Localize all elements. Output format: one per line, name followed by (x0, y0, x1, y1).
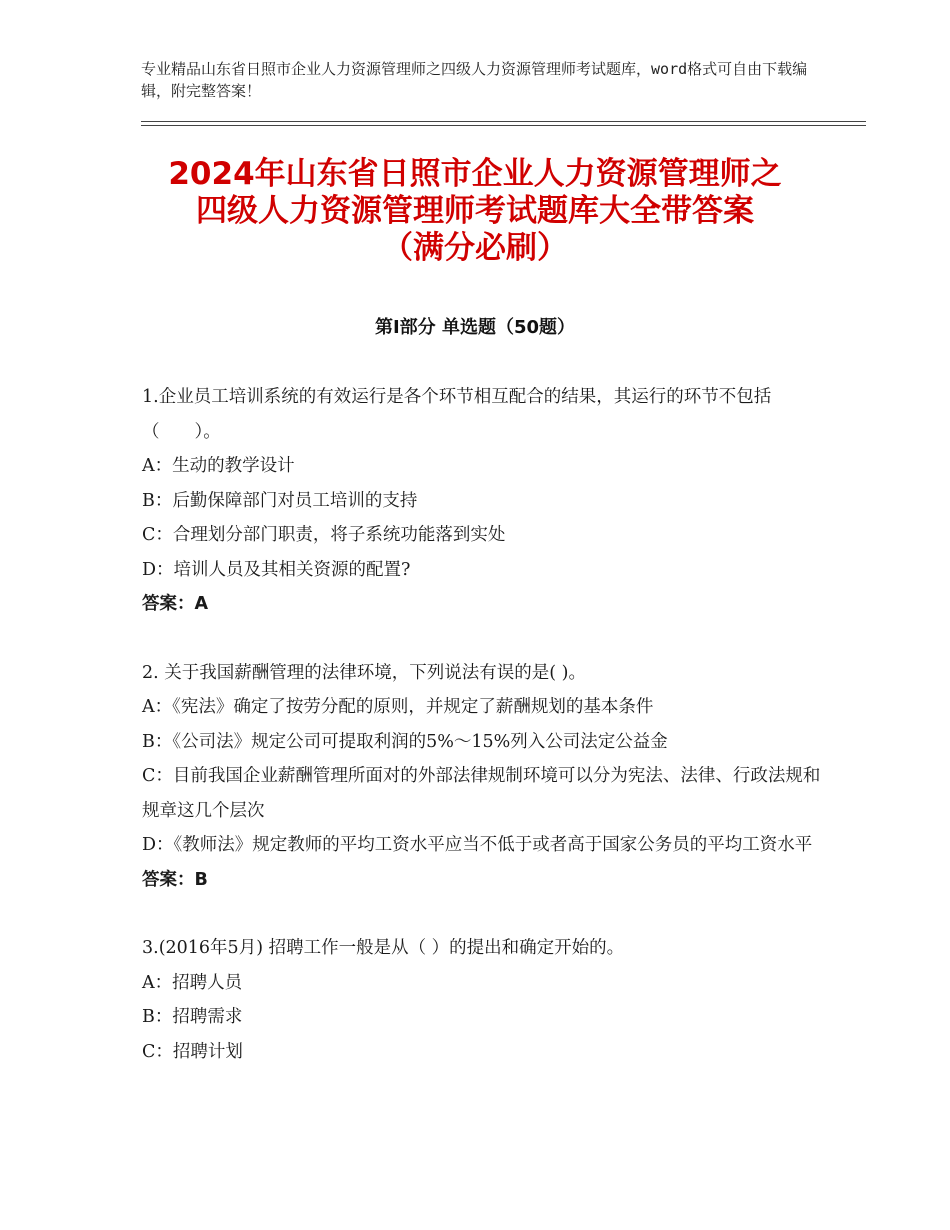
question-2 (142, 656, 822, 898)
header-divider-bottom (141, 125, 866, 126)
question-stem: 1.企业员工培训系统的有效运行是各个环节相互配合的结果，其运行的环节不包括（ ）。 (142, 387, 772, 442)
option-a: A：生动的教学设计 (142, 456, 295, 476)
option-c: C：目前我国企业薪酬管理所面对的外部法律规制环境可以分为宪法、法律、行政法规和规章这几个层次 (142, 766, 821, 821)
option-a: A：《宪法》确定了按劳分配的原则，并规定了薪酬规划的基本条件 (142, 697, 654, 717)
question-stem: 2. 关于我国薪酬管理的法律环境，下列说法有误的是( )。 (142, 662, 586, 683)
question-3 (142, 931, 822, 1069)
question-1 (142, 380, 822, 622)
option-b: B：《公司法》规定公司可提取利润的5%～15%列入公司法定公益金 (142, 731, 668, 752)
option-d: D：《教师法》规定教师的平均工资水平应当不低于或者高于国家公务员的平均工资水平 (142, 835, 813, 855)
document-title (100, 156, 850, 267)
section-title: 第Ⅰ部分 单选题（50题） (374, 317, 575, 338)
header-divider-top (141, 121, 866, 122)
question-stem: 3.(2016年5月) 招聘工作一般是从（ ）的提出和确定开始的。 (142, 938, 625, 958)
option-c: C：招聘计划 (142, 1041, 243, 1062)
option-b: B：后勤保障部门对员工培训的支持 (142, 490, 418, 511)
option-b: B：招聘需求 (142, 1007, 243, 1027)
title-line-3: （满分必刷） (382, 230, 568, 266)
option-d: D：培训人员及其相关资源的配置? (142, 559, 411, 580)
answer: 答案：A (142, 594, 209, 614)
answer: 答案：B (142, 869, 208, 890)
option-a: A：招聘人员 (142, 972, 243, 993)
question-list (142, 380, 822, 1103)
title-line-2: 四级人力资源管理师考试题库大全带答案 (196, 193, 754, 229)
header-note: 专业精品山东省日照市企业人力资源管理师之四级人力资源管理师考试题库，word格式可自由下载编辑，附完整答案！ (141, 60, 808, 100)
title-line-1: 2024年山东省日照市企业人力资源管理师之 (168, 156, 782, 192)
option-c: C：合理划分部门职责，将子系统功能落到实处 (142, 525, 506, 545)
